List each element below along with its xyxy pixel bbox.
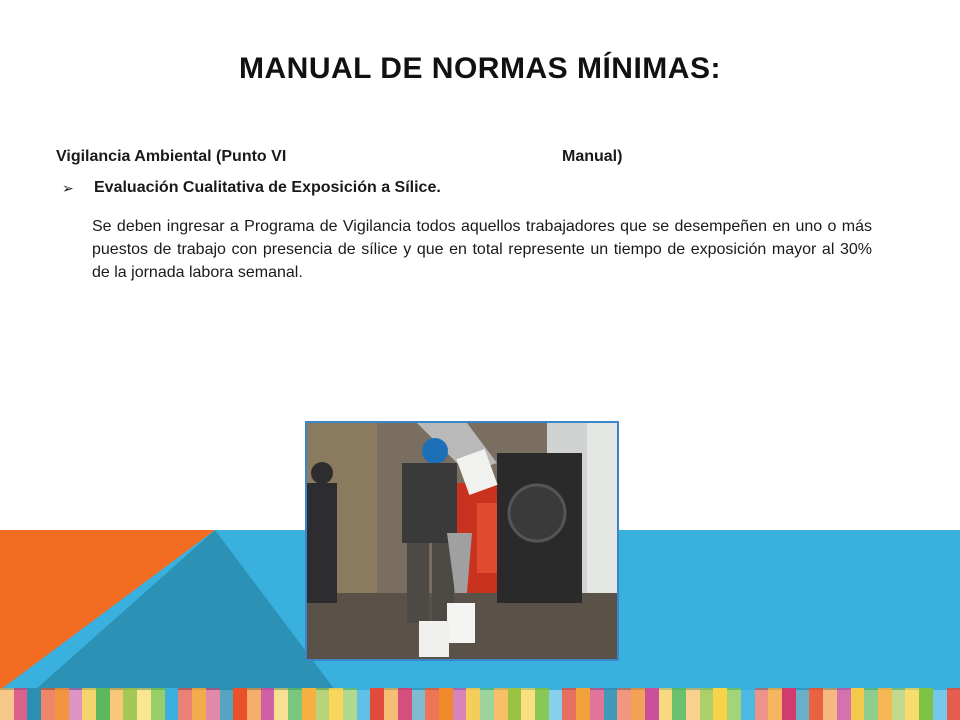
- color-stripe-footer: [0, 688, 960, 720]
- stripe: [14, 688, 28, 720]
- stripe: [864, 688, 878, 720]
- stripe: [631, 688, 645, 720]
- stripe: [809, 688, 823, 720]
- stripe: [357, 688, 371, 720]
- stripe: [343, 688, 357, 720]
- section-subtitle-left: Vigilancia Ambiental (Punto VI: [56, 148, 287, 165]
- stripe: [110, 688, 124, 720]
- stripe: [41, 688, 55, 720]
- stripe: [590, 688, 604, 720]
- bullet-item: [62, 179, 441, 197]
- stripe: [178, 688, 192, 720]
- stripe: [370, 688, 384, 720]
- stripe: [576, 688, 590, 720]
- stripe: [247, 688, 261, 720]
- stripe: [645, 688, 659, 720]
- stripe: [768, 688, 782, 720]
- stripe: [55, 688, 69, 720]
- stripe: [686, 688, 700, 720]
- stripe: [823, 688, 837, 720]
- stripe: [69, 688, 83, 720]
- stripe: [123, 688, 137, 720]
- stripe: [755, 688, 769, 720]
- stripe: [192, 688, 206, 720]
- body-paragraph: Se deben ingresar a Programa de Vigilancia todos aquellos trabajadores que se desempeñen en uno o más puestos de trabajo con presencia de sílice y que en total represente un tiempo de exposición mayor al 30% de la jornada labora semanal.: [92, 218, 872, 281]
- stripe: [892, 688, 906, 720]
- stripe: [82, 688, 96, 720]
- stripe: [220, 688, 234, 720]
- bullet-text: Evaluación Cualitativa de Exposición a Sílice.: [94, 179, 441, 196]
- stripe: [274, 688, 288, 720]
- stripe: [919, 688, 933, 720]
- stripe: [837, 688, 851, 720]
- stripe: [151, 688, 165, 720]
- stripe: [905, 688, 919, 720]
- stripe: [672, 688, 686, 720]
- stripe: [549, 688, 563, 720]
- stripe: [96, 688, 110, 720]
- stripe: [535, 688, 549, 720]
- stripe: [508, 688, 522, 720]
- stripe: [494, 688, 508, 720]
- stripe: [165, 688, 179, 720]
- stripe: [700, 688, 714, 720]
- stripe: [521, 688, 535, 720]
- worker-pouring-silica-photo: [305, 421, 619, 661]
- stripe: [796, 688, 810, 720]
- stripe: [659, 688, 673, 720]
- stripe: [316, 688, 330, 720]
- stripe: [439, 688, 453, 720]
- stripe: [329, 688, 343, 720]
- stripe: [727, 688, 741, 720]
- section-subtitle-right: Manual): [562, 148, 623, 165]
- arrow-bullet-icon: ➢: [62, 179, 74, 196]
- stripe: [933, 688, 947, 720]
- stripe: [851, 688, 865, 720]
- stripe: [384, 688, 398, 720]
- stripe: [741, 688, 755, 720]
- stripe: [480, 688, 494, 720]
- stripe: [302, 688, 316, 720]
- stripe: [782, 688, 796, 720]
- stripe: [233, 688, 247, 720]
- stripe: [288, 688, 302, 720]
- stripe: [425, 688, 439, 720]
- stripe: [0, 688, 14, 720]
- stripe: [453, 688, 467, 720]
- stripe: [604, 688, 618, 720]
- stripe: [617, 688, 631, 720]
- stripe: [27, 688, 41, 720]
- stripe: [878, 688, 892, 720]
- stripe: [261, 688, 275, 720]
- stripe: [947, 688, 960, 720]
- stripe: [398, 688, 412, 720]
- stripe: [206, 688, 220, 720]
- stripe: [562, 688, 576, 720]
- stripe: [137, 688, 151, 720]
- slide-title: MANUAL DE NORMAS MÍNIMAS:: [239, 52, 721, 85]
- stripe: [466, 688, 480, 720]
- stripe: [412, 688, 426, 720]
- stripe: [713, 688, 727, 720]
